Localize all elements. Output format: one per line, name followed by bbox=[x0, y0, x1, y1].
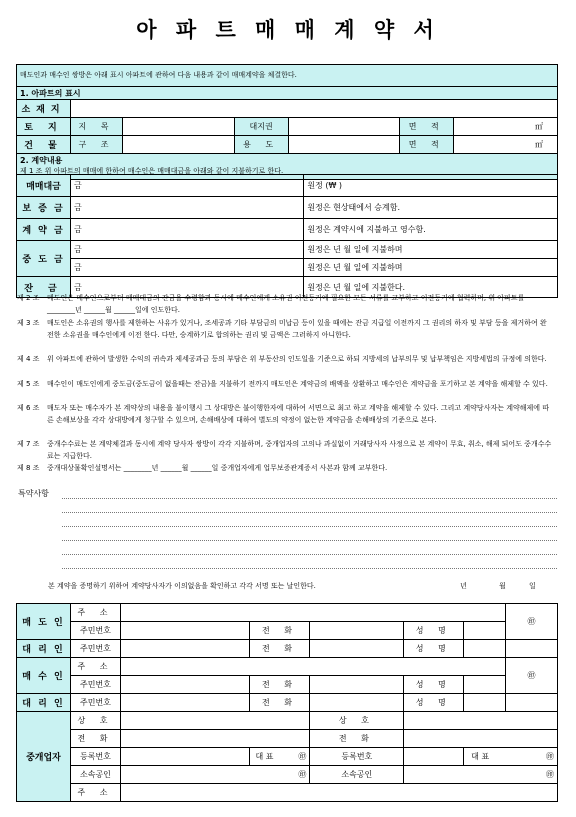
broker2-trade-name-field[interactable] bbox=[404, 712, 558, 730]
article-item: 제 2 조 매도인은 매수인으로부터 매매대금의 잔금을 수령함과 동시에 매수인에게 소유권 이전등기에 필요한 모든 서류를 교부하고 이전등기에 협력하며, 위 아파트를 ________년 ______월 ______일에 인도한다. bbox=[17, 294, 525, 314]
buyer-agent-phone-field[interactable] bbox=[310, 694, 404, 712]
buyer-agent-id-label: 주민번호 bbox=[70, 694, 120, 712]
broker2-phone-label: 전 화 bbox=[310, 730, 404, 748]
structure-field[interactable] bbox=[122, 136, 234, 154]
use-label: 용 도 bbox=[234, 136, 288, 154]
contract-main-table bbox=[16, 64, 558, 180]
broker1-phone-label: 전 화 bbox=[70, 730, 120, 748]
special-terms-line[interactable] bbox=[62, 554, 557, 555]
buyer-phone-field[interactable] bbox=[310, 676, 404, 694]
seller-agent-phone-field[interactable] bbox=[310, 640, 404, 658]
seller-phone-field[interactable] bbox=[310, 622, 404, 640]
section2-heading: 2. 계약내용 bbox=[20, 156, 63, 165]
buyer-name-field[interactable] bbox=[464, 676, 506, 694]
seller-seal[interactable]: ㊞ bbox=[506, 604, 558, 640]
article-item: 제 5 조 매수인이 매도인에게 중도금(중도금이 없을때는 잔금)을 지불하기 전까지 매도인은 계약금의 배액을 상환하고 매수인은 계약금을 포기하고 본 계약을 해제할 수 있다. bbox=[17, 380, 548, 388]
seller-agent-phone-label: 전 화 bbox=[250, 640, 310, 658]
balance-note: 원정은 년 월 일에 지불한다. bbox=[304, 277, 558, 298]
broker2-rep-label: 대 표 bbox=[471, 752, 490, 761]
parties-table bbox=[16, 603, 558, 802]
article-item: 제 6 조 매도자 또는 매수자가 본 계약상의 내용을 불이행시 그 상대방은 불이행한자에 대하여 서면으로 최고 하고 계약을 해제할 수 있다. 그리고 계약당사자는 계약해제에 따른 손해보상을 각각 상대방에게 청구할 수 있으며, 손해배상에 대하여 별도의 약정이 없는한 계약금을 손해배상의 기준으로 본다. bbox=[17, 404, 550, 424]
date-month-label: 월 bbox=[499, 582, 506, 590]
building-label: 건 물 bbox=[17, 136, 71, 154]
special-terms-line[interactable] bbox=[62, 526, 557, 527]
broker2-trade-name-label: 상 호 bbox=[310, 712, 404, 730]
location-label: 소재지 bbox=[17, 100, 71, 118]
broker2-affiliated-seal[interactable]: ㊞ bbox=[404, 766, 558, 784]
contract-deposit-note: 원정은 계약시에 지불하고 영수함. bbox=[304, 219, 558, 241]
buyer-agent-label: 대 리 인 bbox=[17, 694, 71, 712]
building-area-unit[interactable]: ㎡ bbox=[454, 136, 558, 154]
contract-deposit-amount[interactable]: 금 bbox=[70, 219, 303, 241]
seller-agent-name-label: 성 명 bbox=[404, 640, 464, 658]
broker1-trade-name-field[interactable] bbox=[120, 712, 309, 730]
article-item: 제 3 조 매도인은 소유권의 행사를 제한하는 사유가 있거나, 조세공과 기타 부담금의 미납금 등이 있을 때에는 잔금 지급일 이전까지 그 권리의 하자 및 부담 등을 제거하여 완전한 소유권을 매수인에게 이전 한다. 다만, 승계하기로 합의하는 권리 및 금액은 그러하지 아니한다. bbox=[17, 319, 547, 339]
broker2-reg-field[interactable] bbox=[404, 748, 464, 766]
buyer-id-field[interactable] bbox=[120, 676, 250, 694]
buyer-agent-name-field[interactable] bbox=[464, 694, 506, 712]
land-right-field[interactable] bbox=[288, 118, 400, 136]
intro-text: 매도인과 매수인 쌍방은 아래 표시 아파트에 관하여 다음 내용과 같이 매매계약을 체결한다. bbox=[17, 65, 558, 87]
article1-text: 제 1 조 위 아파트의 매매에 한하여 매수인은 매매대금을 아래와 같이 지불하기로 한다. bbox=[20, 167, 284, 175]
seller-address-label: 주 소 bbox=[70, 604, 120, 622]
contract-deposit-label: 계 약 금 bbox=[17, 219, 71, 241]
land-type-field[interactable] bbox=[122, 118, 234, 136]
closing-statement: 본 계약을 증명하기 위하여 계약당사자가 이의없음을 확인하고 각각 서명 또는 날인한다. bbox=[48, 582, 316, 590]
date-year-label: 년 bbox=[460, 582, 467, 590]
broker-label: 중개업자 bbox=[17, 712, 71, 802]
seller-id-label: 주민번호 bbox=[70, 622, 120, 640]
seller-phone-label: 전 화 bbox=[250, 622, 310, 640]
seller-agent-seal-cell[interactable] bbox=[506, 640, 558, 658]
buyer-agent-name-label: 성 명 bbox=[404, 694, 464, 712]
broker1-trade-name-label: 상 호 bbox=[70, 712, 120, 730]
seller-label: 매 도 인 bbox=[17, 604, 71, 640]
broker1-rep-label: 대 표 bbox=[255, 752, 274, 761]
special-terms-line[interactable] bbox=[62, 568, 557, 569]
broker1-reg-label: 등록번호 bbox=[70, 748, 120, 766]
land-area-unit[interactable]: ㎡ bbox=[454, 118, 558, 136]
broker1-affiliated-seal[interactable]: ㊞ bbox=[120, 766, 309, 784]
buyer-agent-id-field[interactable] bbox=[120, 694, 250, 712]
seller-agent-name-field[interactable] bbox=[464, 640, 506, 658]
seller-name-field[interactable] bbox=[464, 622, 506, 640]
seller-agent-label: 대 리 인 bbox=[17, 640, 71, 658]
structure-label: 구 조 bbox=[70, 136, 122, 154]
seller-agent-id-field[interactable] bbox=[120, 640, 250, 658]
land-label: 토 지 bbox=[17, 118, 71, 136]
use-field[interactable] bbox=[288, 136, 400, 154]
article-item: 제 4 조 위 아파트에 관하여 발생한 수익의 귀속과 제세공과금 등의 부담은 위 부동산의 인도일을 기준으로 하되 지방세의 납부의무 및 납부책임은 지방세법의 규정에 의한다. bbox=[17, 355, 547, 363]
buyer-agent-phone-label: 전 화 bbox=[250, 694, 310, 712]
balance-amount[interactable]: 금 bbox=[70, 277, 303, 298]
location-field[interactable] bbox=[70, 100, 557, 118]
buyer-address-label: 주 소 bbox=[70, 658, 120, 676]
broker2-phone-field[interactable] bbox=[404, 730, 558, 748]
broker1-phone-field[interactable] bbox=[120, 730, 309, 748]
special-terms-line[interactable] bbox=[62, 498, 557, 499]
document-title: 아 파 트 매 매 계 약 서 bbox=[136, 18, 440, 42]
section1-heading: 1. 아파트의 표시 bbox=[17, 87, 558, 100]
deposit-note: 원정은 현상태에서 승계함. bbox=[304, 197, 558, 219]
broker1-reg-field[interactable] bbox=[120, 748, 250, 766]
deposit-label: 보 증 금 bbox=[17, 197, 71, 219]
buyer-label: 매 수 인 bbox=[17, 658, 71, 694]
special-terms-label: 특약사항 bbox=[18, 489, 49, 498]
deposit-amount[interactable]: 금 bbox=[70, 197, 303, 219]
seller-address-field[interactable] bbox=[120, 604, 505, 622]
broker2-reg-label: 등록번호 bbox=[310, 748, 404, 766]
buyer-agent-seal-cell[interactable] bbox=[506, 694, 558, 712]
date-day-label: 일 bbox=[529, 582, 536, 590]
article-item: 제 8 조 중개대상물확인설명서는 ________년 ______월 ______일 중개업자에게 업무보증관계증서 사본과 함께 교부한다. bbox=[17, 464, 388, 472]
article-item: 제 7 조 중개수수료는 본 계약체결과 동시에 계약 당사자 쌍방이 각각 지불하며, 중개업자의 고의나 과실없이 거래당사자 사정으로 본 계약이 무효, 취소, 해제 되어도 중개수수료는 지급한다. bbox=[17, 440, 552, 460]
land-area-label: 면 적 bbox=[400, 118, 454, 136]
land-type-label: 지 목 bbox=[70, 118, 122, 136]
payment-table bbox=[16, 174, 558, 298]
buyer-address-field[interactable] bbox=[120, 658, 505, 676]
broker1-seal[interactable]: ㊞ bbox=[298, 752, 307, 761]
seller-name-label: 성 명 bbox=[404, 622, 464, 640]
land-right-label: 대지권 bbox=[234, 118, 288, 136]
interim-note-2: 원정은 년 월 일에 지불하며 bbox=[304, 259, 558, 277]
interim-label: 중 도 금 bbox=[17, 241, 71, 277]
special-terms-line[interactable] bbox=[62, 512, 557, 513]
broker-address-label: 주 소 bbox=[70, 784, 120, 802]
building-area-label: 면 적 bbox=[400, 136, 454, 154]
price-amount[interactable]: 금 bbox=[70, 175, 303, 197]
price-label: 매매대금 bbox=[17, 175, 71, 197]
interim-amount-1[interactable]: 금 bbox=[70, 241, 303, 259]
buyer-phone-label: 전 화 bbox=[250, 676, 310, 694]
seller-agent-id-label: 주민번호 bbox=[70, 640, 120, 658]
balance-label: 잔 금 bbox=[17, 277, 71, 298]
broker2-seal[interactable]: ㊞ bbox=[546, 752, 554, 761]
buyer-name-label: 성 명 bbox=[404, 676, 464, 694]
broker-address-field[interactable] bbox=[120, 784, 557, 802]
buyer-seal[interactable]: ㊞ bbox=[506, 658, 558, 694]
buyer-id-label: 주민번호 bbox=[70, 676, 120, 694]
broker2-affiliated-label: 소속공인 bbox=[310, 766, 404, 784]
interim-note-1: 원정은 년 월 일에 지불하며 bbox=[304, 241, 558, 259]
interim-amount-2[interactable]: 금 bbox=[70, 259, 303, 277]
price-note: 원정 (₩ ) bbox=[304, 175, 558, 197]
broker2-rep-cell[interactable] bbox=[464, 748, 558, 766]
special-terms-line[interactable] bbox=[62, 540, 557, 541]
broker1-affiliated-label: 소속공인 bbox=[70, 766, 120, 784]
seller-id-field[interactable] bbox=[120, 622, 250, 640]
broker1-rep-cell[interactable] bbox=[250, 748, 310, 766]
